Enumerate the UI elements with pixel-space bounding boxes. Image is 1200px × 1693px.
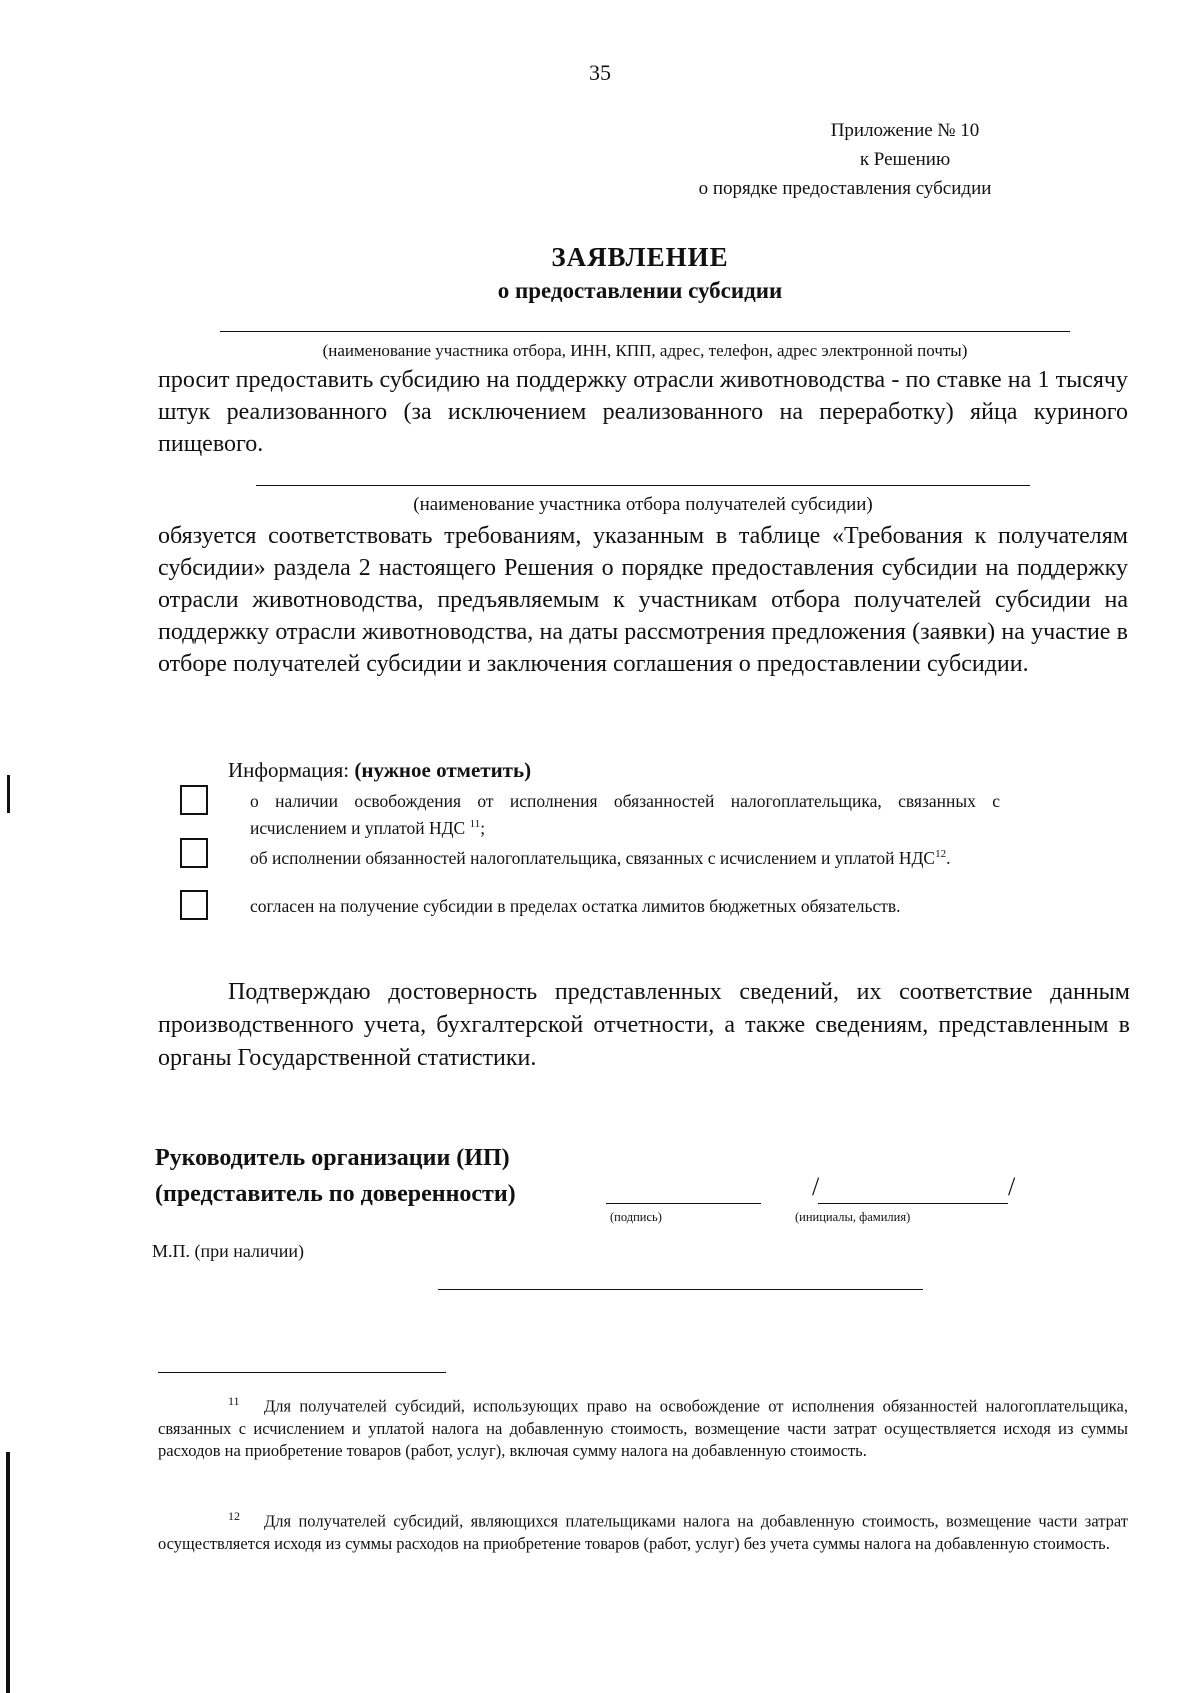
footnote-separator	[158, 1372, 446, 1373]
appendix-line-1: Приложение № 10	[830, 120, 980, 141]
option-1-text	[178, 790, 1000, 840]
obligation-text: обязуется соответствовать требованиям, указанным в таблице «Требования к получателям субсидии» раздела 2 настоящего Решения о порядке предоставления субсидии на поддержку отрасли животноводства, предъявляемым к участникам отбора получателей субсидии на поддержку отрасли животноводства, на даты рассмотрения предложения (заявки) на участие в отборе получателей субсидии и заключения соглашения о предоставлении субсидии.	[158, 523, 1128, 677]
signatory-label-line-1: Руководитель организации (ИП)	[155, 1145, 510, 1171]
option-2-footnote-ref: 12	[935, 848, 947, 860]
signature-caption: (подпись)	[610, 1210, 662, 1224]
footnote-11-mark: 11	[228, 1394, 240, 1408]
appendix-reference	[620, 116, 1070, 203]
signatory-label-line-2: (представитель по доверенности)	[155, 1181, 516, 1207]
footnote-11	[158, 1390, 1128, 1462]
name-field[interactable]	[818, 1203, 1008, 1204]
stamp-label: М.П. (при наличии)	[152, 1241, 304, 1261]
participant-name-caption: (наименование участника отбора, ИНН, КПП, адрес, телефон, адрес электронной почты)	[322, 341, 968, 360]
scan-margin-mark-top	[7, 775, 10, 813]
signatory-label	[155, 1140, 516, 1212]
signature-field[interactable]	[606, 1203, 761, 1204]
appendix-line-2: к Решению	[859, 149, 951, 170]
name-field-open-slash: /	[812, 1172, 820, 1201]
name-field-close-slash: /	[1008, 1172, 1016, 1201]
request-paragraph	[158, 364, 1128, 460]
recipient-name-field[interactable]	[256, 485, 1030, 486]
document-subtitle: о предоставлении субсидии	[497, 278, 783, 303]
footnote-12-text: Для получателей субсидий, являющихся плательщиками налога на добавленную стоимость, возмещение части затрат осуществляется исходя из суммы расходов на приобретение товаров (работ, услуг) без учета суммы налога на добавленную стоимость.	[158, 1511, 1128, 1553]
scan-margin-mark-bottom	[6, 1452, 10, 1693]
obligation-paragraph	[158, 520, 1128, 680]
name-caption: (инициалы, фамилия)	[795, 1210, 911, 1224]
option-1-punct: ;	[480, 817, 486, 838]
footnote-12	[158, 1505, 1128, 1555]
option-2-text	[178, 843, 1000, 870]
info-label-bold: (нужное отметить)	[354, 758, 532, 782]
info-label: Информация:	[228, 758, 355, 782]
request-text: просит предоставить субсидию на поддержку отрасли животноводства - по ставке на 1 тысячу штук реализованного (за исключением реализованного на переработку) яйца куриного пищевого.	[158, 367, 1128, 457]
option-3-text	[178, 895, 1000, 918]
option-2-label: об исполнении обязанностей налогоплательщика, связанных с исчислением и уплатой НДС	[250, 847, 936, 868]
appendix-line-3: о порядке предоставления субсидии	[698, 178, 992, 199]
footnote-11-text: Для получателей субсидий, использующих право на освобождение от исполнения обязанностей налогоплательщика, связанных с исчислением и уплатой налога на добавленную стоимость, возмещение части затрат осуществляется исходя из суммы расходов на приобретение товаров (работ, услуг), включая сумму налога на добавленную стоимость.	[158, 1396, 1128, 1460]
end-separator	[438, 1289, 923, 1290]
option-2-punct: .	[946, 847, 951, 868]
option-3-label: согласен на получение субсидии в пределах остатка лимитов бюджетных обязательств.	[250, 896, 901, 916]
confirmation-paragraph	[158, 976, 1130, 1075]
participant-name-field[interactable]	[220, 331, 1070, 332]
confirmation-text: Подтверждаю достоверность представленных сведений, их соответствие данным производственного учета, бухгалтерской отчетности, а также сведениям, представленным в органы Государственной статистики.	[158, 979, 1130, 1071]
info-heading	[228, 758, 531, 783]
document-title: ЗАЯВЛЕНИЕ	[551, 242, 729, 272]
page-number: 35	[589, 60, 611, 85]
option-1-label: о наличии освобождения от исполнения обязанностей налогоплательщика, связанных с исчислением и уплатой НДС	[250, 791, 1000, 838]
footnote-12-mark: 12	[228, 1509, 240, 1523]
recipient-name-caption: (наименование участника отбора получателей субсидии)	[413, 494, 873, 515]
option-1-footnote-ref: 11	[469, 818, 481, 830]
